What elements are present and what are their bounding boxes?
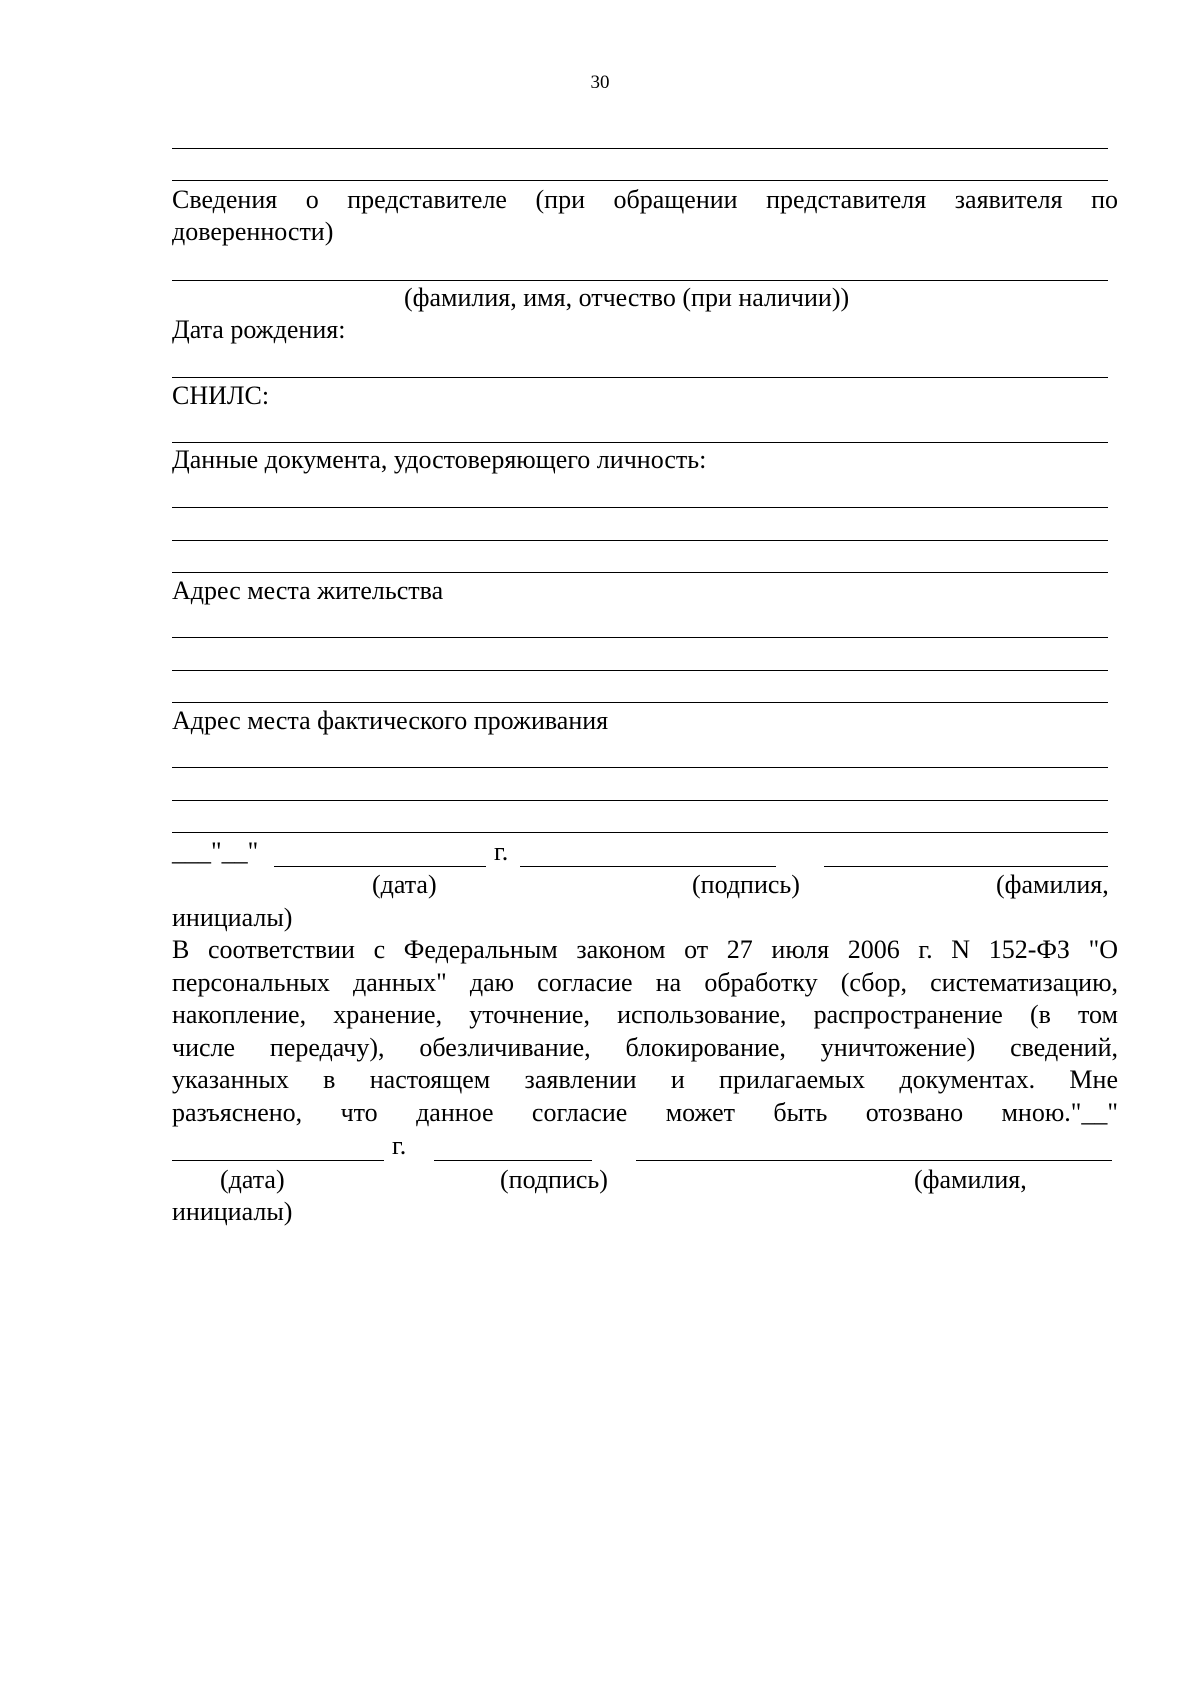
consent-name-caption-line-1: (фамилия, <box>914 1165 1027 1194</box>
id-document-label: Данные документа, удостоверяющего личность: <box>172 445 707 474</box>
signature-caption: (подпись) <box>692 870 800 899</box>
consent-signature-field[interactable] <box>434 1160 592 1161</box>
date-caption: (дата) <box>372 870 437 899</box>
year-suffix: г. <box>494 837 509 866</box>
signature-field[interactable] <box>520 866 776 867</box>
id-document-field-line-1[interactable] <box>172 507 1108 508</box>
consent-line <box>172 967 1118 1000</box>
consent-line-text: разъяснено, что данное согласие может быть отозвано мною."__" <box>172 1097 1118 1127</box>
consent-date-field[interactable] <box>172 1160 384 1161</box>
residence-address-label: Адрес места жительства <box>172 576 444 605</box>
consent-name-field[interactable] <box>636 1160 1112 1161</box>
consent-line-text: накопление, хранение, уточнение, использование, распространение (в том <box>172 1000 1118 1029</box>
consent-line-text: числе передачу), обезличивание, блокирование, уничтожение) сведений, <box>172 1032 1118 1062</box>
page-number: 30 <box>590 72 610 93</box>
actual-address-field-line-1[interactable] <box>172 767 1108 768</box>
snils-label: СНИЛС: <box>172 381 270 410</box>
actual-address-field-line-2[interactable] <box>172 800 1108 801</box>
blank-line[interactable] <box>172 148 1108 149</box>
consent-line <box>172 1032 1118 1065</box>
consent-signature-caption: (подпись) <box>500 1165 608 1194</box>
name-caption-line-2: инициалы) <box>172 903 293 932</box>
consent-line <box>172 1097 1118 1130</box>
consent-name-caption-line-2: инициалы) <box>172 1197 293 1226</box>
heading-line-1-text: Сведения о представителе (при обращении представителя заявителя по <box>172 185 1118 214</box>
snils-field[interactable] <box>172 442 1108 443</box>
fio-field[interactable] <box>172 280 1108 281</box>
residence-address-field-line-1[interactable] <box>172 637 1108 638</box>
residence-address-field-line-2[interactable] <box>172 670 1108 671</box>
birth-date-field[interactable] <box>172 377 1108 378</box>
consent-line <box>172 1064 1118 1097</box>
id-document-field-line-2[interactable] <box>172 540 1108 541</box>
blank-line[interactable] <box>172 180 1108 181</box>
consent-line <box>172 999 1118 1032</box>
consent-line-text: указанных в настоящем заявлении и прилагаемых документах. Мне <box>172 1065 1118 1094</box>
name-field[interactable] <box>824 866 1108 867</box>
consent-line-text: персональных данных" даю согласие на обработку (сбор, систематизацию, <box>172 967 1118 997</box>
actual-address-field-line-3[interactable] <box>172 832 1108 833</box>
consent-date-caption: (дата) <box>220 1165 285 1194</box>
residence-address-field-line-3[interactable] <box>172 702 1108 703</box>
consent-paragraph <box>172 934 1118 1129</box>
date-quotes: ___"__" <box>172 837 259 866</box>
consent-year-suffix: г. <box>392 1131 407 1160</box>
consent-line <box>172 934 1118 967</box>
id-document-field-line-3[interactable] <box>172 572 1108 573</box>
representative-heading-line-1 <box>172 184 1118 216</box>
name-caption-line-1: (фамилия, <box>996 870 1109 899</box>
date-month-field[interactable] <box>274 866 486 867</box>
representative-heading <box>172 184 1118 216</box>
actual-address-label: Адрес места фактического проживания <box>172 706 609 735</box>
fio-caption: (фамилия, имя, отчество (при наличии)) <box>404 283 850 312</box>
birth-date-label: Дата рождения: <box>172 315 346 344</box>
consent-line-text: В соответствии с Федеральным законом от 27 июля 2006 г. N 152-ФЗ "О <box>172 935 1118 964</box>
representative-heading-line-2: доверенности) <box>172 217 334 246</box>
